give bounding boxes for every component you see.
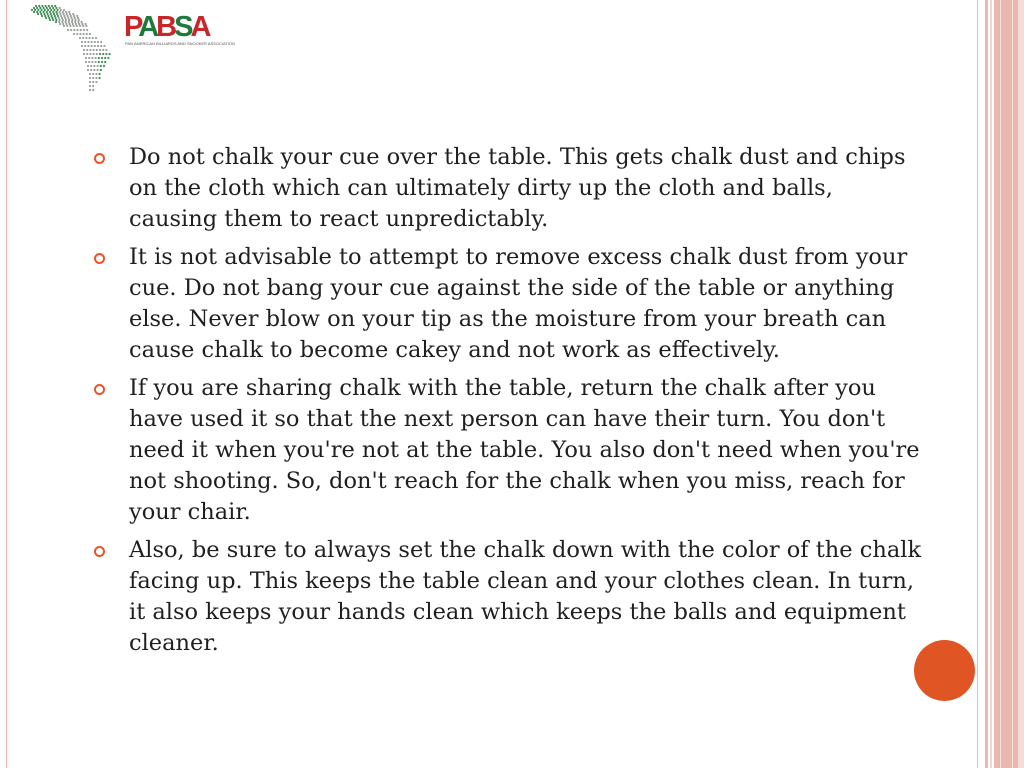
map-dot xyxy=(48,17,50,19)
map-dot xyxy=(59,19,61,21)
map-dot xyxy=(89,89,91,91)
map-dot xyxy=(99,73,101,75)
map-dot xyxy=(55,11,57,13)
bullet-item xyxy=(92,373,922,528)
map-dot xyxy=(81,41,83,43)
map-dot xyxy=(79,33,81,35)
map-dot xyxy=(41,9,43,11)
bullet-ring-icon xyxy=(94,153,105,164)
map-dot xyxy=(47,15,49,17)
bullet-text: If you are sharing chalk with the table, return the chalk after you have used it so that the next person can have their turn. You don't need it when you're not at the table. You also don't need when you're not shooting. So, don't reach for the chalk when you miss, reach for your chair. xyxy=(129,375,920,525)
decorative-stripe xyxy=(994,0,1018,768)
map-dot xyxy=(63,9,65,11)
map-dot xyxy=(92,73,94,75)
map-dot xyxy=(76,33,78,35)
map-dot xyxy=(83,49,85,51)
map-dot xyxy=(49,19,51,21)
map-dot xyxy=(57,15,59,17)
map-dot xyxy=(54,5,56,7)
map-dot xyxy=(67,29,69,31)
map-dot xyxy=(43,13,45,15)
map-dot xyxy=(64,17,66,19)
bullet-text: Do not chalk your cue over the table. This gets chalk dust and chips on the cloth which can ultimately dirty up the cloth and balls, causing them to react unpredictably. xyxy=(129,144,906,232)
map-dot xyxy=(99,53,101,55)
map-dot xyxy=(51,17,53,19)
map-dot xyxy=(72,23,74,25)
map-dot xyxy=(107,57,109,59)
map-dot xyxy=(47,9,49,11)
map-dot xyxy=(84,45,86,47)
map-dot xyxy=(44,15,46,17)
americas-dot-map-icon xyxy=(28,0,128,100)
map-dot xyxy=(65,19,67,21)
map-dot xyxy=(94,41,96,43)
decorative-stripe xyxy=(1018,0,1024,768)
pabsa-logo xyxy=(28,0,235,100)
map-dot xyxy=(41,5,43,7)
map-dot xyxy=(55,21,57,23)
map-dot xyxy=(74,17,76,19)
map-dot xyxy=(87,69,89,71)
map-dot xyxy=(91,57,93,59)
map-dot xyxy=(62,19,64,21)
map-dot xyxy=(79,37,81,39)
map-dot xyxy=(90,69,92,71)
map-dot xyxy=(97,69,99,71)
map-dot xyxy=(96,53,98,55)
decorative-stripe xyxy=(1000,0,1001,768)
map-dot xyxy=(87,45,89,47)
decorative-orange-circle xyxy=(914,640,975,701)
map-dot xyxy=(85,37,87,39)
map-dot xyxy=(92,37,94,39)
bullet-text: It is not advisable to attempt to remove excess chalk dust from your cue. Do not bang your cue against the side of the table or anything else. Never blow on your tip as the moisture from your breath can cause chalk to become cakey and not work as effectively. xyxy=(129,244,908,363)
bullet-ring-icon xyxy=(94,253,105,264)
map-dot xyxy=(83,29,85,31)
map-dot xyxy=(81,23,83,25)
map-dot xyxy=(41,15,43,17)
map-dot xyxy=(66,25,68,27)
map-dot xyxy=(81,21,83,23)
map-dot xyxy=(89,37,91,39)
map-dot xyxy=(59,11,61,13)
map-dot xyxy=(68,21,70,23)
map-dot xyxy=(87,65,89,67)
map-dot xyxy=(59,13,61,15)
decorative-stripe xyxy=(990,0,992,768)
map-dot xyxy=(96,49,98,51)
map-dot xyxy=(51,5,53,7)
map-dot xyxy=(92,81,94,83)
map-dot xyxy=(69,25,71,27)
map-dot xyxy=(63,13,65,15)
map-dot xyxy=(63,15,65,17)
map-dot xyxy=(89,85,91,87)
map-dot xyxy=(40,13,42,15)
map-dot xyxy=(57,9,59,11)
map-dot xyxy=(60,15,62,17)
map-dot xyxy=(84,41,86,43)
map-dot xyxy=(77,17,79,19)
map-dot xyxy=(49,11,51,13)
map-dot xyxy=(71,21,73,23)
logo-brand-text xyxy=(124,13,208,42)
map-dot xyxy=(69,13,71,15)
map-dot xyxy=(92,89,94,91)
map-dot xyxy=(101,61,103,63)
map-dot xyxy=(93,53,95,55)
map-dot xyxy=(75,19,77,21)
map-dot xyxy=(50,9,52,11)
map-dot xyxy=(31,9,33,11)
map-dot xyxy=(101,57,103,59)
map-dot xyxy=(98,61,100,63)
map-dot xyxy=(55,19,57,21)
map-dot xyxy=(36,11,38,13)
map-dot xyxy=(62,11,64,13)
map-dot xyxy=(85,23,87,25)
map-dot xyxy=(55,17,57,19)
left-border-line xyxy=(6,0,7,768)
map-dot xyxy=(69,23,71,25)
map-dot xyxy=(102,49,104,51)
map-dot xyxy=(95,37,97,39)
map-dot xyxy=(61,17,63,19)
map-dot xyxy=(102,53,104,55)
map-dot xyxy=(66,13,68,15)
map-dot xyxy=(104,57,106,59)
map-dot xyxy=(83,33,85,35)
map-dot xyxy=(94,45,96,47)
map-dot xyxy=(92,77,94,79)
map-dot xyxy=(105,49,107,51)
map-dot xyxy=(71,19,73,21)
map-dot xyxy=(93,69,95,71)
map-dot xyxy=(91,41,93,43)
map-dot xyxy=(37,13,39,15)
map-dot xyxy=(100,65,102,67)
map-dot xyxy=(88,57,90,59)
map-dot xyxy=(85,25,87,27)
map-dot xyxy=(59,7,61,9)
map-dot xyxy=(62,23,64,25)
map-dot xyxy=(36,7,38,9)
map-dot xyxy=(95,57,97,59)
map-dot xyxy=(46,7,48,9)
map-dot xyxy=(89,77,91,79)
map-dot xyxy=(70,29,72,31)
map-dot xyxy=(97,41,99,43)
map-dot xyxy=(35,5,37,7)
map-dot xyxy=(72,13,74,15)
map-dot xyxy=(48,5,50,7)
map-dot xyxy=(34,9,36,11)
map-dot xyxy=(73,15,75,17)
map-dot xyxy=(58,17,60,19)
map-dot xyxy=(53,13,55,15)
map-dot xyxy=(95,61,97,63)
map-dot xyxy=(76,15,78,17)
map-dot xyxy=(87,41,89,43)
map-dot xyxy=(88,61,90,63)
map-dot xyxy=(51,15,53,17)
map-dot xyxy=(91,45,93,47)
map-dot xyxy=(86,49,88,51)
map-dot xyxy=(90,65,92,67)
map-dot xyxy=(65,23,67,25)
map-dot xyxy=(100,41,102,43)
map-dot xyxy=(67,17,69,19)
map-dot xyxy=(86,53,88,55)
bullet-item xyxy=(92,142,922,235)
map-dot xyxy=(52,11,54,13)
map-dot xyxy=(104,61,106,63)
bullet-text: Also, be sure to always set the chalk down with the color of the chalk facing up. This keeps the table clean and your clothes clean. In turn, it also keeps your hands clean which keeps the balls and equipment cleaner. xyxy=(129,537,922,656)
map-dot xyxy=(45,5,47,7)
map-dot xyxy=(60,9,62,11)
map-dot xyxy=(52,19,54,21)
map-dot xyxy=(77,29,79,31)
map-dot xyxy=(85,57,87,59)
map-dot xyxy=(86,29,88,31)
map-dot xyxy=(99,49,101,51)
map-dot xyxy=(95,73,97,75)
map-dot xyxy=(63,25,65,27)
map-dot xyxy=(83,53,85,55)
logo-tagline: PAN AMERICAN BILLIARDS AND SNOOKER ASSOCIATION xyxy=(125,41,235,46)
map-dot xyxy=(76,25,78,27)
map-dot xyxy=(46,11,48,13)
map-dot xyxy=(68,11,70,13)
map-dot xyxy=(44,9,46,11)
map-dot xyxy=(52,7,54,9)
map-dot xyxy=(95,81,97,83)
map-dot xyxy=(65,11,67,13)
map-dot xyxy=(89,33,91,35)
map-dot xyxy=(97,65,99,67)
map-dot xyxy=(56,13,58,15)
map-dot xyxy=(65,21,67,23)
map-dot xyxy=(58,21,60,23)
map-dot xyxy=(109,53,111,55)
map-dot xyxy=(73,33,75,35)
map-dot xyxy=(43,11,45,13)
map-dot xyxy=(75,23,77,25)
map-dot xyxy=(82,37,84,39)
bullet-ring-icon xyxy=(94,546,105,557)
map-dot xyxy=(98,57,100,59)
map-dot xyxy=(49,7,51,9)
map-dot xyxy=(78,19,80,21)
map-dot xyxy=(93,65,95,67)
map-dot xyxy=(77,21,79,23)
map-dot xyxy=(73,25,75,27)
map-dot xyxy=(95,77,97,79)
bullet-list xyxy=(92,142,922,666)
map-dot xyxy=(89,81,91,83)
bullet-item xyxy=(92,242,922,366)
map-dot xyxy=(73,29,75,31)
map-dot xyxy=(92,85,94,87)
map-dot xyxy=(99,77,101,79)
map-dot xyxy=(54,15,56,17)
map-dot xyxy=(71,17,73,19)
map-dot xyxy=(89,73,91,75)
bullet-ring-icon xyxy=(94,384,105,395)
bullet-item xyxy=(92,535,922,659)
map-dot xyxy=(103,45,105,47)
map-dot xyxy=(53,9,55,11)
decorative-stripe xyxy=(1012,0,1013,768)
map-dot xyxy=(47,13,49,15)
right-border-line xyxy=(977,0,978,768)
map-dot xyxy=(89,53,91,55)
map-dot xyxy=(70,15,72,17)
map-dot xyxy=(89,49,91,51)
map-dot xyxy=(37,9,39,11)
map-dot xyxy=(45,17,47,19)
map-dot xyxy=(78,23,80,25)
map-dot xyxy=(81,45,83,47)
map-dot xyxy=(38,5,40,7)
map-dot xyxy=(33,11,35,13)
map-dot xyxy=(97,45,99,47)
map-dot xyxy=(61,21,63,23)
map-dot xyxy=(59,23,61,25)
map-dot xyxy=(79,25,81,27)
map-dot xyxy=(103,65,105,67)
map-dot xyxy=(50,13,52,15)
map-dot xyxy=(93,49,95,51)
map-dot xyxy=(82,25,84,27)
map-dot xyxy=(85,61,87,63)
map-dot xyxy=(74,21,76,23)
map-dot xyxy=(55,7,57,9)
map-dot xyxy=(67,15,69,17)
map-dot xyxy=(43,7,45,9)
map-dot xyxy=(100,45,102,47)
decorative-stripe xyxy=(985,0,988,768)
map-dot xyxy=(39,11,41,13)
map-dot xyxy=(39,7,41,9)
map-dot xyxy=(91,61,93,63)
map-dot xyxy=(105,53,107,55)
map-dot xyxy=(86,33,88,35)
map-dot xyxy=(80,29,82,31)
map-dot xyxy=(33,7,35,9)
logo-brand-letters: PABSA xyxy=(124,11,209,43)
map-dot xyxy=(68,19,70,21)
map-dot xyxy=(100,69,102,71)
